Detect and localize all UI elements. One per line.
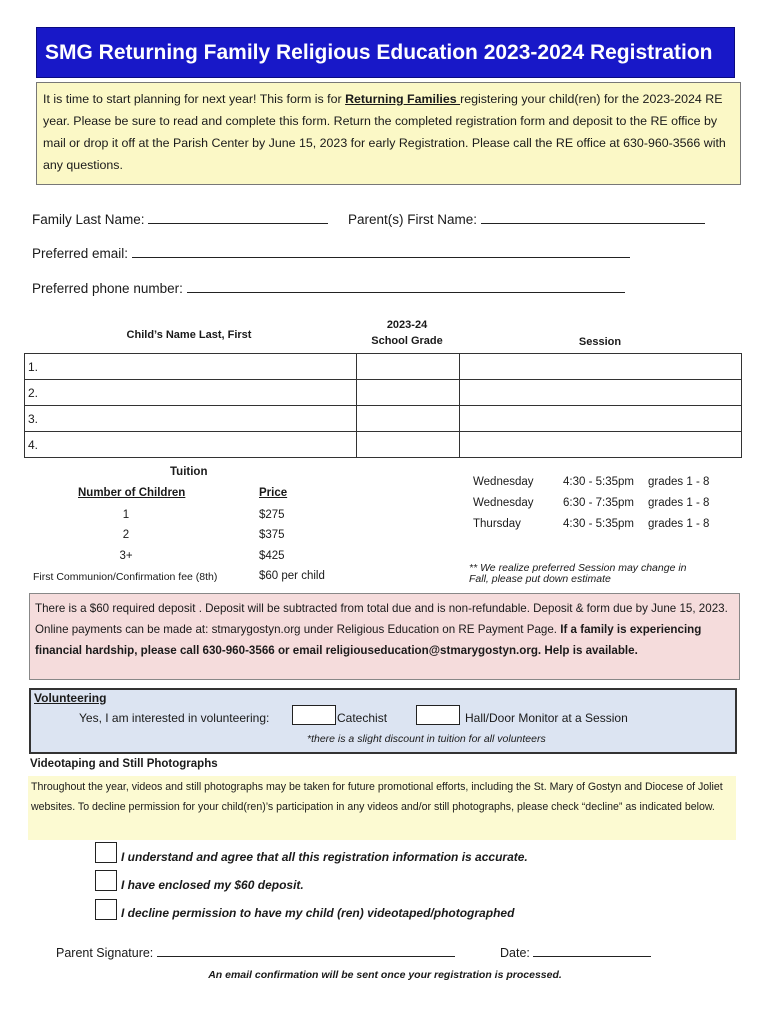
tuition-col-price <box>259 487 287 499</box>
header-child-name: Child’s Name Last, First <box>126 329 252 341</box>
catechist-checkbox[interactable] <box>292 705 336 725</box>
email-label: Preferred email: <box>32 246 129 261</box>
child-session-cell[interactable] <box>460 432 742 458</box>
child-grade-cell[interactable] <box>357 406 460 432</box>
agree-accurate-label: I understand and agree that all this registration information is accurate. <box>121 850 528 864</box>
parent-first-name-input[interactable] <box>481 211 705 224</box>
parent-signature-label: Parent Signature: <box>56 946 154 960</box>
intro-returning-families: Returning Families <box>345 92 461 106</box>
tuition-title: Tuition <box>170 466 208 478</box>
header-school-grade <box>355 317 459 349</box>
session-grades-2: grades 1 - 8 <box>648 497 710 509</box>
parent-first-name-label: Parent(s) First Name: <box>348 212 478 227</box>
child-session-cell[interactable] <box>460 354 742 380</box>
date-input[interactable] <box>533 944 651 957</box>
child-name-cell[interactable]: 2. <box>25 380 357 406</box>
catechist-label: Catechist <box>337 711 388 725</box>
deposit-hardship-text: If a family is experiencing financial hardship, please call 630-960-3566 or email religiouseducation@stmarygostyn.org. Help is available. <box>35 623 702 657</box>
deposit-text: There is a $60 required deposit . Deposit will be subtracted from total due and is non-refundable. Deposit & form due by June 15, 2023. Online payments can be made at: stmarygostyn.org under Religious Education on RE Payment Page. <box>35 602 728 636</box>
children-table <box>24 353 742 458</box>
hall-monitor-checkbox[interactable] <box>416 705 460 725</box>
session-note-2: Fall, please put down estimate <box>469 573 611 585</box>
family-last-name-input[interactable] <box>148 211 328 224</box>
tuition-children-1: 1 <box>122 509 130 521</box>
child-name-cell[interactable]: 1. <box>25 354 357 380</box>
parent-signature-row <box>56 944 455 960</box>
form-title: SMG Returning Family Religious Education 2023-2024 Registration <box>36 27 735 78</box>
family-last-name-row <box>32 211 328 227</box>
deposit-enclosed-label: I have enclosed my $60 deposit. <box>121 878 304 892</box>
child-name-cell[interactable]: 4. <box>25 432 357 458</box>
footer-note: An email confirmation will be sent once your registration is processed. <box>208 969 562 981</box>
intro-box <box>36 82 741 185</box>
tuition-price-2: $375 <box>259 529 285 541</box>
phone-row <box>32 280 625 296</box>
tuition-col-children <box>78 487 185 499</box>
hall-monitor-label: Hall/Door Monitor at a Session <box>465 711 628 725</box>
table-row <box>25 354 742 380</box>
volunteer-discount-note: *there is a slight discount in tuition for all volunteers <box>307 733 546 745</box>
child-grade-cell[interactable] <box>357 354 460 380</box>
tuition-fee-label: First Communion/Confirmation fee (8th) <box>33 571 218 583</box>
decline-photo-label: I decline permission to have my child (ren) videotaped/photographed <box>121 906 515 920</box>
session-day-2: Wednesday <box>473 497 534 509</box>
tuition-children-3: 3+ <box>119 550 133 562</box>
intro-text-2: registering your child(ren) for the 2023-2024 RE year. Please be sure to read and complete this form. Return the completed registration form and deposit to the RE office by mail or drop it off at the Parish Center by June 15, 2023 for early Registration. Please call the RE office at 630-960-3566 with any questions. <box>43 92 726 172</box>
session-time-2: 6:30 - 7:35pm <box>563 497 634 509</box>
header-grade-label: School Grade <box>371 335 443 347</box>
volunteering-box <box>29 688 737 754</box>
parent-signature-input[interactable] <box>157 944 455 957</box>
session-note-1: ** We realize preferred Session may change in <box>469 562 687 574</box>
header-session: Session <box>578 336 622 348</box>
volunteering-heading: Volunteering <box>34 691 107 705</box>
family-last-name-label: Family Last Name: <box>32 212 145 227</box>
deposit-box <box>29 593 740 680</box>
session-day-3: Thursday <box>473 518 521 530</box>
tuition-col-price-label: Price <box>259 487 288 499</box>
parent-first-name-row <box>348 211 705 227</box>
session-grades-1: grades 1 - 8 <box>648 476 710 488</box>
table-row <box>25 380 742 406</box>
tuition-col-children-label: Number of Children <box>78 487 186 499</box>
volunteering-prompt: Yes, I am interested in volunteering: <box>79 711 270 725</box>
session-grades-3: grades 1 - 8 <box>648 518 710 530</box>
decline-photo-checkbox[interactable] <box>95 899 117 920</box>
phone-label: Preferred phone number: <box>32 281 183 296</box>
table-row <box>25 406 742 432</box>
child-name-cell[interactable]: 3. <box>25 406 357 432</box>
deposit-enclosed-checkbox[interactable] <box>95 870 117 891</box>
session-day-1: Wednesday <box>473 476 534 488</box>
phone-input[interactable] <box>187 280 625 293</box>
tuition-price-3: $425 <box>259 550 285 562</box>
date-label: Date: <box>500 946 530 960</box>
child-grade-cell[interactable] <box>357 380 460 406</box>
video-heading: Videotaping and Still Photographs <box>30 758 218 770</box>
email-input[interactable] <box>132 245 630 258</box>
child-grade-cell[interactable] <box>357 432 460 458</box>
header-grade-year: 2023-24 <box>386 319 428 331</box>
video-text: Throughout the year, videos and still photographs may be taken for future promotional efforts, including the St. Mary of Gostyn and Diocese of Joliet websites. To decline permission for your child(ren)’s participation in any videos and/or still photographs, please check “decline” as indicated below. <box>28 776 736 840</box>
tuition-price-1: $275 <box>259 509 285 521</box>
intro-text-1: It is time to start planning for next year! This form is for <box>43 92 346 106</box>
email-row <box>32 245 630 261</box>
agree-accurate-checkbox[interactable] <box>95 842 117 863</box>
tuition-children-2: 2 <box>122 529 130 541</box>
tuition-fee-price: $60 per child <box>259 570 325 582</box>
session-time-3: 4:30 - 5:35pm <box>563 518 634 530</box>
child-session-cell[interactable] <box>460 406 742 432</box>
session-time-1: 4:30 - 5:35pm <box>563 476 634 488</box>
date-row <box>500 944 651 960</box>
child-session-cell[interactable] <box>460 380 742 406</box>
table-row <box>25 432 742 458</box>
